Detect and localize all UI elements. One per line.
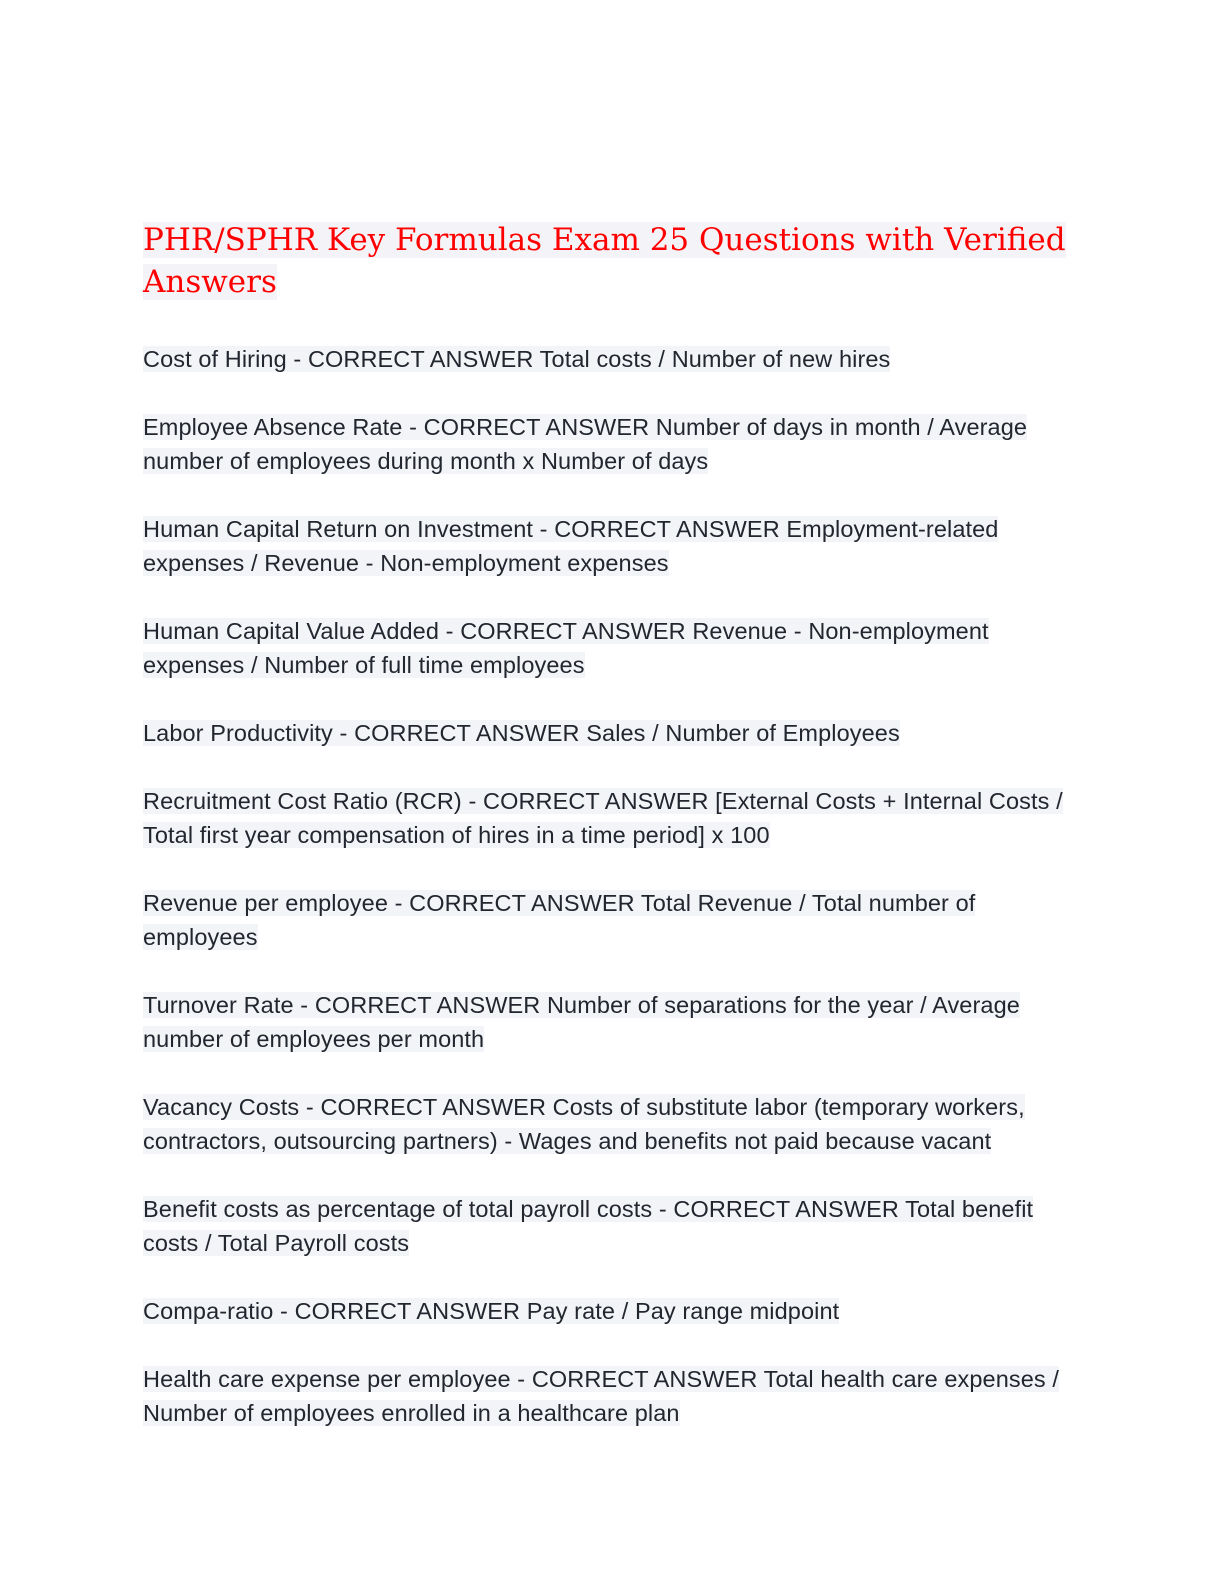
- qa-item-cost-of-hiring: [143, 342, 1083, 376]
- qa-item-health-care-expense: [143, 1362, 1083, 1430]
- qa-item-vacancy-costs: [143, 1090, 1083, 1158]
- qa-item-labor-productivity: [143, 716, 1083, 750]
- qa-item-text: Compa-ratio - CORRECT ANSWER Pay rate / Pay range midpoint: [143, 1298, 840, 1324]
- qa-item-compa-ratio: [143, 1294, 1083, 1328]
- qa-item-text: Health care expense per employee - CORRECT ANSWER Total health care expenses / Number of employees enrolled in a healthcare plan: [143, 1366, 1060, 1426]
- qa-item-text: Employee Absence Rate - CORRECT ANSWER Number of days in month / Average number of employees during month x Number of days: [143, 414, 1028, 474]
- qa-item-text: Human Capital Return on Investment - CORRECT ANSWER Employment-related expenses / Revenue - Non-employment expenses: [143, 516, 999, 576]
- qa-item-text: Revenue per employee - CORRECT ANSWER Total Revenue / Total number of employees: [143, 890, 976, 950]
- qa-item-human-capital-roi: [143, 512, 1083, 580]
- qa-item-text: Benefit costs as percentage of total payroll costs - CORRECT ANSWER Total benefit costs / Total Payroll costs: [143, 1196, 1034, 1256]
- document-content: [143, 219, 1083, 1464]
- qa-item-text: Human Capital Value Added - CORRECT ANSWER Revenue - Non-employment expenses / Number of full time employees: [143, 618, 989, 678]
- qa-item-employee-absence-rate: [143, 410, 1083, 478]
- qa-item-text: Vacancy Costs - CORRECT ANSWER Costs of substitute labor (temporary workers, contractors, outsourcing partners) - Wages and benefits not paid because vacant: [143, 1094, 1025, 1154]
- document-title-text: PHR/SPHR Key Formulas Exam 25 Questions with Verified Answers: [143, 222, 1066, 300]
- qa-item-text: Recruitment Cost Ratio (RCR) - CORRECT ANSWER [External Costs + Internal Costs / Total first year compensation of hires in a time period] x 100: [143, 788, 1063, 848]
- qa-item-revenue-per-employee: [143, 886, 1083, 954]
- qa-item-turnover-rate: [143, 988, 1083, 1056]
- qa-item-text: Cost of Hiring - CORRECT ANSWER Total costs / Number of new hires: [143, 346, 891, 372]
- qa-item-benefit-costs-percentage: [143, 1192, 1083, 1260]
- qa-item-recruitment-cost-ratio: [143, 784, 1083, 852]
- qa-item-human-capital-value-added: [143, 614, 1083, 682]
- document-title: [143, 219, 1083, 303]
- qa-item-text: Turnover Rate - CORRECT ANSWER Number of separations for the year / Average number of employees per month: [143, 992, 1020, 1052]
- qa-item-text: Labor Productivity - CORRECT ANSWER Sales / Number of Employees: [143, 720, 900, 746]
